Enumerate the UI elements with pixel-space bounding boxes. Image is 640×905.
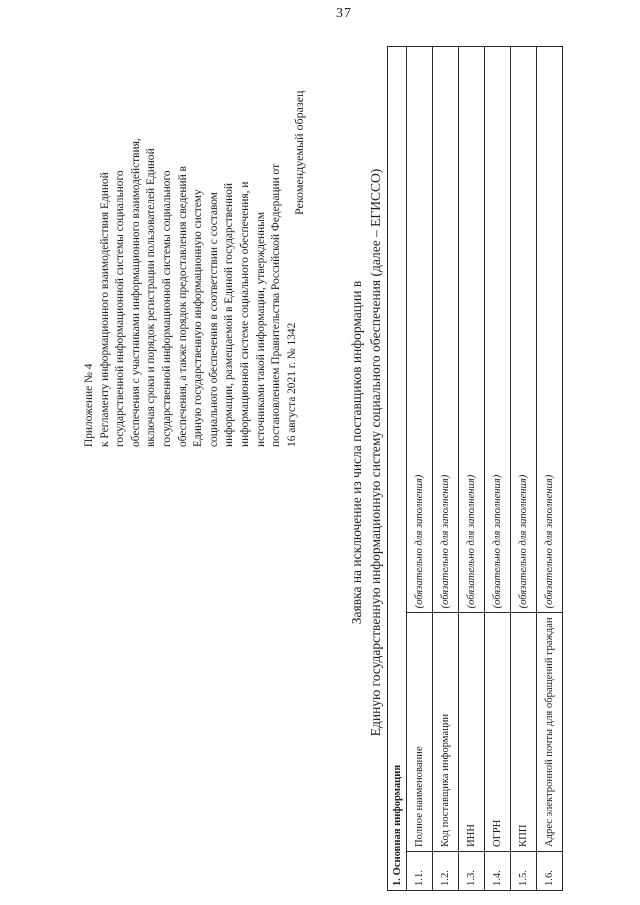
appendix-line: государственной информационной системы социального bbox=[114, 170, 127, 447]
application-title bbox=[347, 0, 385, 905]
row-number: 1.4. bbox=[485, 852, 511, 891]
row-input-hint[interactable]: (обязательно для заполнения) bbox=[433, 47, 459, 613]
table-row bbox=[407, 47, 433, 891]
section-header-row bbox=[388, 47, 407, 891]
row-number: 1.2. bbox=[433, 852, 459, 891]
appendix-line: постановлением Правительства Российской Федерации от bbox=[270, 163, 283, 447]
appendix-line: государственной информационной системы социального bbox=[160, 170, 173, 447]
row-input-hint[interactable]: (обязательно для заполнения) bbox=[537, 47, 563, 613]
row-input-hint[interactable]: (обязательно для заполнения) bbox=[511, 47, 537, 613]
form-table bbox=[387, 46, 563, 891]
appendix-line: информации, размещаемой в Единой государственной bbox=[223, 182, 236, 447]
row-input-hint[interactable]: (обязательно для заполнения) bbox=[459, 47, 485, 613]
application-title-line2: Единую государственную информационную систему социального обеспечения (далее – ЕГИССО) bbox=[368, 168, 383, 737]
appendix-line: информационной системе социального обеспечения, и bbox=[238, 181, 251, 447]
appendix-line: Приложение № 4 bbox=[83, 363, 95, 447]
row-number: 1.3. bbox=[459, 852, 485, 891]
table-row bbox=[485, 47, 511, 891]
row-label: КПП bbox=[511, 613, 537, 852]
appendix-line: обеспечения с участниками информационного взаимодействия, bbox=[129, 138, 142, 447]
appendix-line: к Регламенту информационного взаимодействия Единой bbox=[98, 172, 111, 447]
application-title-line1: Заявка на исключение из числа поставщиков информации в bbox=[349, 280, 364, 625]
row-label: Полное наименование bbox=[407, 613, 433, 852]
sample-label: Рекомендуемый образец bbox=[292, 90, 306, 215]
row-number: 1.5. bbox=[511, 852, 537, 891]
row-number: 1.1. bbox=[407, 852, 433, 891]
row-number: 1.6. bbox=[537, 852, 563, 891]
appendix-line: социального обеспечения в соответствии с составом bbox=[207, 192, 220, 447]
appendix-block bbox=[82, 47, 300, 447]
section-title: 1. Основная информация bbox=[388, 47, 407, 891]
row-label: Адрес электронной почты для обращений граждан bbox=[537, 613, 563, 852]
appendix-line: обеспечения, а также порядок предоставления сведений в bbox=[176, 166, 189, 447]
appendix-line: источниками такой информации, утвержденным bbox=[254, 211, 267, 447]
row-input-hint[interactable]: (обязательно для заполнения) bbox=[485, 47, 511, 613]
table-row bbox=[511, 47, 537, 891]
table-row bbox=[433, 47, 459, 891]
row-label: Код поставщика информации bbox=[433, 613, 459, 852]
table-row bbox=[537, 47, 563, 891]
row-label: ИНН bbox=[459, 613, 485, 852]
page-number: 37 bbox=[336, 6, 352, 21]
appendix-line: 16 августа 2021 г. № 1342 bbox=[285, 322, 298, 447]
table-row bbox=[459, 47, 485, 891]
row-label: ОГРН bbox=[485, 613, 511, 852]
appendix-line: Единую государственную информационную систему bbox=[192, 189, 205, 447]
row-input-hint[interactable]: (обязательно для заполнения) bbox=[407, 47, 433, 613]
appendix-line: включая сроки и порядок регистрации пользователей Единой bbox=[145, 148, 158, 447]
